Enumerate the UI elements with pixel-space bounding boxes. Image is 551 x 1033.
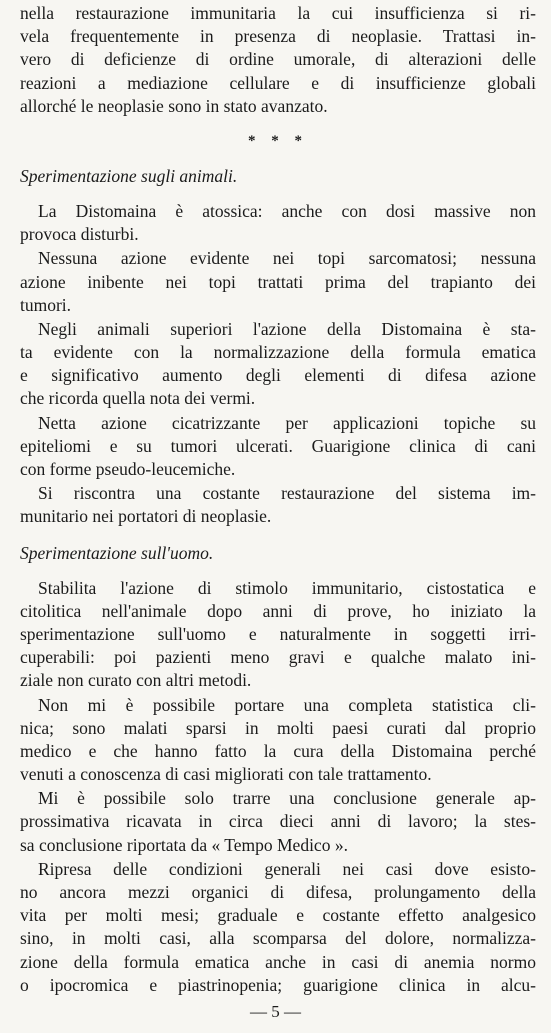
text-line: epiteliomi e su tumori ulcerati. Guarigione clinica di cani <box>20 435 536 456</box>
text-line: medico e che hanno fatto la cura della Distomaina perché <box>20 740 536 761</box>
text-line: o ipocromica e piastrinopenia; guarigione clinica in alcu- <box>20 974 536 995</box>
text-line: sperimentazione sull'uomo e naturalmente in soggetti irri- <box>20 623 536 644</box>
text-line: zione della formula ematica anche in casi di anemia normo <box>20 951 536 972</box>
text-line: vela frequentemente in presenza di neoplasie. Trattasi in- <box>20 26 536 47</box>
animals-paragraph-3 <box>20 318 536 411</box>
text-line: nica; sono malati sparsi in molti paesi curati dal proprio <box>20 717 536 738</box>
humans-paragraph-3 <box>20 787 536 857</box>
text-line: ta evidente con la normalizzazione della formula ematica <box>20 342 536 363</box>
text-line: Si riscontra una costante restaurazione del sistema im- <box>38 483 536 504</box>
text-line: Negli animali superiori l'azione della Distomaina è sta- <box>38 318 536 339</box>
text-line: tumori. <box>20 294 72 315</box>
animals-paragraph-2 <box>20 247 536 317</box>
text-line: ziale non curato con altri metodi. <box>20 670 252 691</box>
text-line: Netta azione cicatrizzante per applicazioni topiche su <box>38 412 536 433</box>
text-line: Stabilita l'azione di stimolo immunitario, cistostatica e <box>38 577 536 598</box>
humans-paragraph-2 <box>20 694 536 787</box>
text-line: Non mi è possibile portare una completa statistica cli- <box>38 694 536 715</box>
text-line: sa conclusione riportata da « Tempo Medico ». <box>20 834 348 855</box>
animals-paragraph-1 <box>20 200 536 246</box>
text-line: Nessuna azione evidente nei topi sarcomatosi; nessuna <box>38 248 536 269</box>
text-line: munitario nei portatori di neoplasie. <box>20 506 272 527</box>
text-line: Ripresa delle condizioni generali nei casi dove esisto- <box>38 858 536 879</box>
text-line: cuperabili: poi pazienti meno gravi e qualche malato ini- <box>20 647 536 668</box>
text-line: vita per molti mesi; graduale e costante effetto analgesico <box>20 905 536 926</box>
text-line: provoca disturbi. <box>20 224 139 245</box>
document-page <box>20 2 536 997</box>
text-line: con forme pseudo-leucemiche. <box>20 459 236 479</box>
animals-paragraph-5 <box>20 482 536 528</box>
text-line: sino, in molti casi, alla scomparsa del dolore, normalizza- <box>20 928 536 949</box>
humans-paragraph-4 <box>20 858 536 997</box>
text-line: e significativo aumento degli elementi di difesa azione <box>20 365 536 386</box>
text-line: nella restaurazione immunitaria la cui insufficienza si ri- <box>20 3 536 23</box>
humans-paragraph-1 <box>20 577 536 693</box>
page-number: — 5 — <box>250 1002 301 1021</box>
text-line: allorché le neoplasie sono in stato avanzato. <box>20 95 328 116</box>
text-line: azione inibente nei topi trattati prima del trapianto dei <box>20 271 536 292</box>
text-line: no ancora mezzi organici di difesa, prolungamento della <box>20 882 536 902</box>
intro-paragraph <box>20 2 536 118</box>
text-line: venuti a conoscenza di casi migliorati con tale trattamento. <box>20 764 432 785</box>
text-line: che ricorda quella nota dei vermi. <box>20 388 256 409</box>
text-line: La Distomaina è atossica: anche con dosi massive non <box>38 200 536 221</box>
section-heading-animals: Sperimentazione sugli animali. <box>20 165 238 186</box>
text-line: Mi è possibile solo trarre una conclusione generale ap- <box>38 788 536 809</box>
animals-paragraph-4 <box>20 412 536 482</box>
text-line: vero di deficienze di ordine umorale, di alterazioni delle <box>20 49 536 70</box>
text-line: citolitica nell'animale dopo anni di prove, ho iniziato la <box>20 600 536 621</box>
text-line: prossimativa ricavata in circa dieci anni di lavoro; la stes- <box>20 811 536 832</box>
section-separator: * * * <box>248 132 308 149</box>
section-heading-humans: Sperimentazione sull'uomo. <box>20 542 214 563</box>
text-line: reazioni a mediazione cellulare e di insufficienze globali <box>20 72 536 93</box>
